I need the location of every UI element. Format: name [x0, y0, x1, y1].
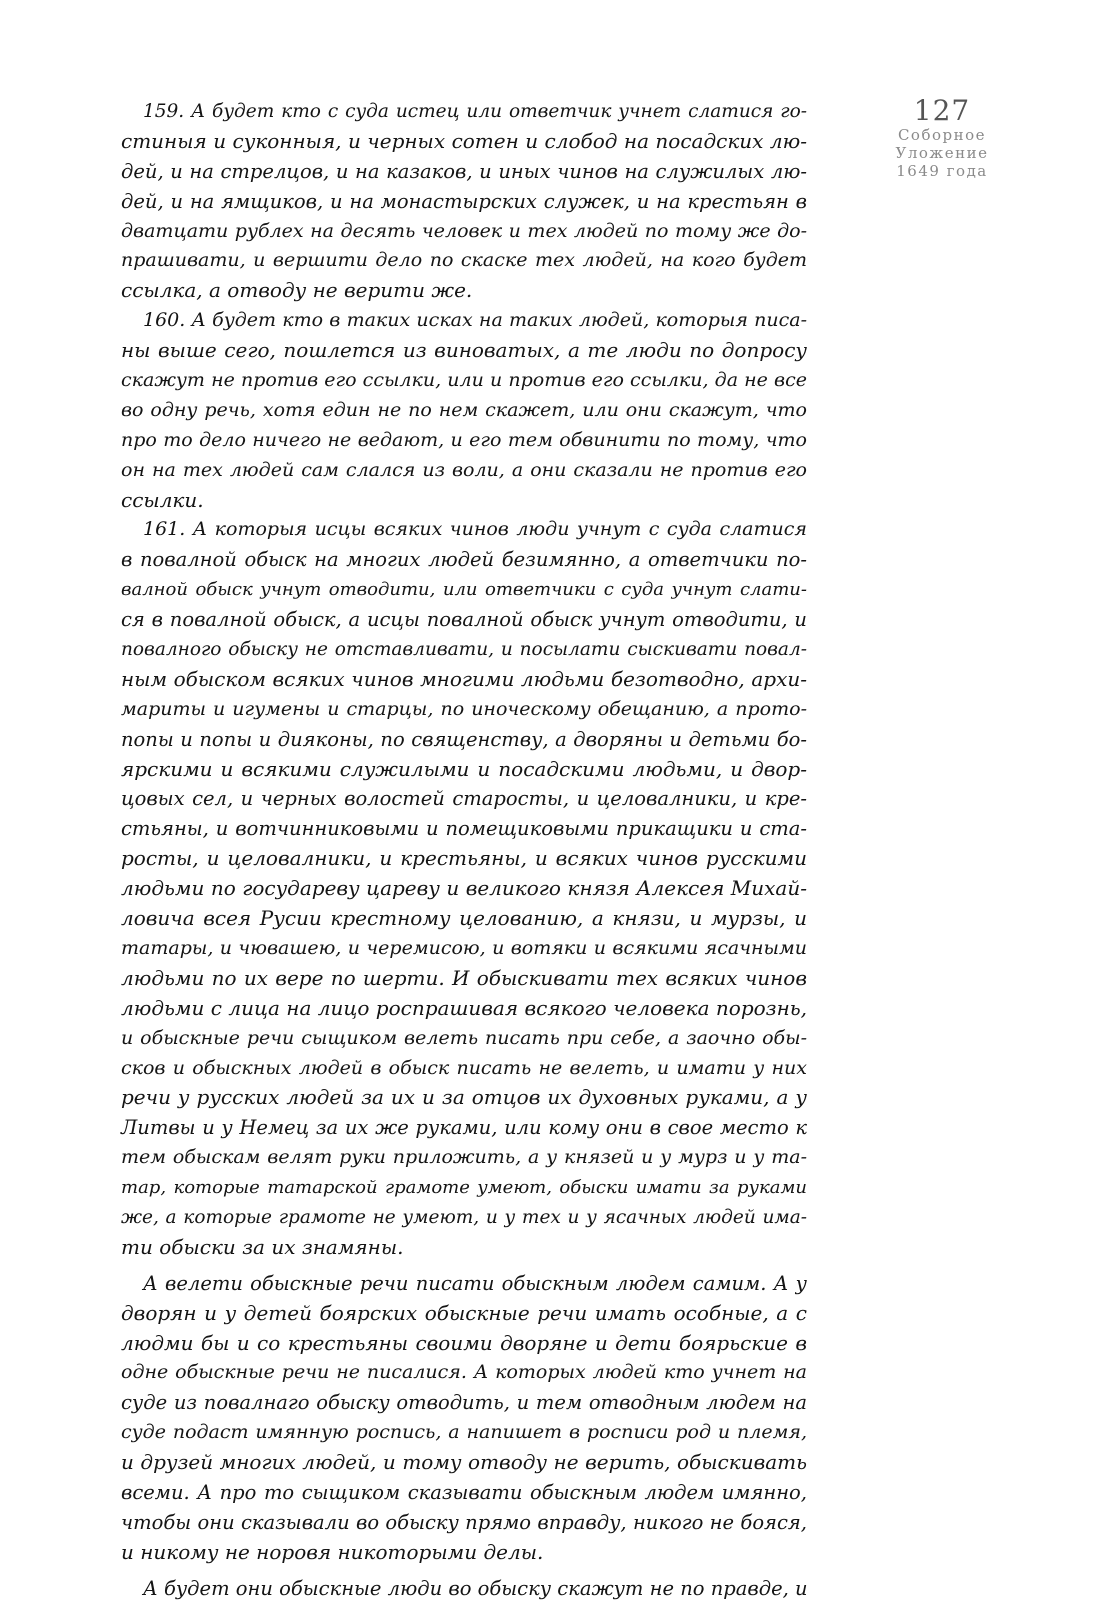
text-line: А будет они обыскные люди во обыску скажут не по правде, и [143, 1576, 808, 1600]
page-number: 127 [913, 94, 971, 127]
body-text [121, 97, 807, 1604]
text-line: и обыскные речи сыщиком велеть писать при себе, а заочно обы- [121, 1026, 807, 1049]
text-line: стьяны, и вотчинниковыми и помещиковыми прикащики и ста- [121, 817, 807, 841]
text-line: ссылки. [121, 487, 204, 512]
text-line: росты, и целовалники, и крестьяны, и всяких чинов русскими [121, 846, 807, 871]
text-line: прашивати, и вершити дело по скаске тех людей, на кого будет [121, 249, 807, 272]
text-line: дватцати рублех на десять человек и тех людей по тому же до- [121, 219, 807, 242]
text-line: он на тех людей сам слался из воли, а они сказали не против его [121, 458, 807, 481]
text-line: стиныя и суконныя, и черных сотен и слобод на посадских лю- [121, 128, 807, 153]
running-head-line: 1649 года [896, 162, 988, 180]
text-line: 160. А будет кто в таких исках на таких людей, которыя писа- [143, 309, 807, 332]
text-line: суде подаст имянную роспись, а напишет в росписи род и племя, [121, 1421, 807, 1444]
text-line: ссылка, а отводу не верити же. [121, 278, 473, 303]
text-line: ловича всея Русии крестному целованию, а князи, и мурзы, и [121, 906, 807, 931]
text-line: тем обыскам велят руки приложить, а у князей и у мурз и у та- [121, 1146, 807, 1169]
text-line: чтобы они сказывали во обыску прямо вправду, никого не бояся, [121, 1510, 807, 1534]
text-line: всеми. А про то сыщиком сказывати обыскным людем имянно, [121, 1480, 807, 1504]
text-line: в повалной обыск на многих людей безимянно, а ответчики по- [121, 548, 807, 572]
text-line: ны выше сего, пошлется из виноватых, а те люди по допросу [121, 338, 807, 363]
text-line: людьми по государеву цареву и великого князя Алексея Михай- [121, 876, 807, 901]
text-line: сков и обыскных людей в обыск писать не велеть, и имати у них [121, 1056, 807, 1079]
text-line: 161. А которыя исцы всяких чинов люди учнут с суда слатися [143, 518, 807, 541]
text-line: и друзей многих людей, и тому отводу не верить, обыскивать [121, 1450, 807, 1475]
text-line: людьми с лица на лицо роспрашивая всякого человека порознь, [121, 995, 807, 1020]
text-line: ся в повалной обыск, а исцы повалной обыск учнут отводити, и [121, 608, 807, 632]
text-line: суде из повалнаго обыску отводить, и тем отводным людем на [121, 1391, 807, 1415]
running-head-line: Соборное [897, 126, 987, 144]
text-line: ярскими и всякими служилыми и посадскими людьми, и двор- [121, 756, 807, 781]
text-line: А велети обыскные речи писати обыскным людем самим. А у [143, 1271, 807, 1295]
text-line: людми бы и со крестьяны своими дворяне и дети боярьские в [121, 1330, 807, 1355]
running-head-line: Уложение [895, 144, 989, 162]
text-line: людьми по их вере по шерти. И обыскивати тех всяких чинов [121, 965, 807, 990]
text-line: ти обыски за их знамяны. [121, 1234, 404, 1259]
text-line: про то дело ничего не ведают, и его тем обвинити по тому, что [121, 428, 807, 451]
text-line: дворян и у детей боярских обыскные речи имать особные, а с [121, 1300, 807, 1325]
text-line: во одну речь, хотя един не по нем скажет, или они скажут, что [121, 398, 807, 421]
text-line: дей, и на ямщиков, и на монастырских служек, и на крестьян в [121, 189, 807, 213]
text-line: 159. А будет кто с суда истец или ответчик учнет слатися го- [143, 101, 807, 122]
margin-note [872, 96, 1012, 180]
text-line: скажут не против его ссылки, или и против его ссылки, да не все [121, 369, 807, 392]
text-line: мариты и игумены и старцы, по иноческому обещанию, а прото- [121, 697, 807, 720]
text-line: и никому не норовя никоторыми делы. [121, 1539, 544, 1564]
text-line: татары, и чювашею, и черемисою, и вотяки и всякими ясачными [121, 936, 807, 959]
text-line: Литвы и у Немец за их же руками, или кому они в свое место к [121, 1116, 807, 1140]
text-line: речи у русских людей за их и за отцов их духовных руками, а у [121, 1085, 807, 1110]
text-line: тар, которые татарской грамоте умеют, обыски имати за руками [121, 1177, 807, 1199]
text-line: же, а которые грамоте не умеют, и у тех и у ясачных людей има- [121, 1206, 807, 1228]
text-line: попы и попы и дияконы, по священству, а дворяны и детьми бо- [121, 727, 807, 751]
text-line: цовых сел, и черных волостей старосты, и целовалники, и кре- [121, 787, 807, 811]
text-line: ным обыском всяких чинов многими людьми безотводно, архи- [121, 666, 807, 691]
text-line: повалного обыску не отставливати, и посылати сыскивати повал- [121, 639, 807, 661]
text-line: дей, и на стрелцов, и на казаков, и иных чинов на служилых лю- [121, 159, 807, 183]
text-line: одне обыскные речи не писалися. А которых людей кто учнет на [121, 1361, 807, 1384]
text-line: валной обыск учнут отводити, или ответчики с суда учнут слати- [121, 579, 807, 601]
